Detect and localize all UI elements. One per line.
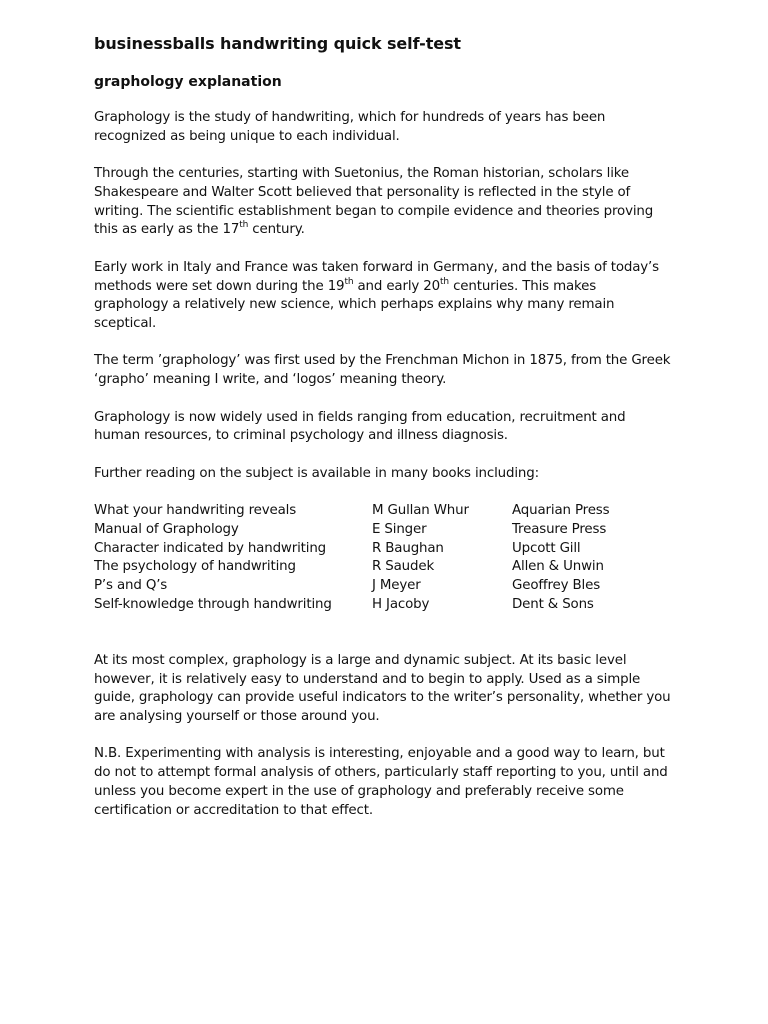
paragraph-3-text: Early work in Italy and France was taken forward in Germany, and the basis of today’s methods were set down during the 19	[94, 259, 659, 294]
document-page	[94, 34, 674, 839]
book-row	[94, 596, 674, 615]
book-author: R Baughan	[372, 540, 444, 556]
book-title: What your handwriting reveals	[94, 502, 297, 518]
paragraph-3-ordinal-suffix-1: th	[344, 276, 354, 287]
book-row	[94, 521, 674, 540]
book-publisher: Upcott Gill	[512, 540, 581, 556]
book-author: H Jacoby	[372, 596, 430, 612]
book-title: P’s and Q’s	[94, 578, 168, 594]
paragraph-2-text-end: century.	[248, 222, 305, 238]
document-title: businessballs handwriting quick self-test	[94, 34, 461, 53]
paragraph-8: N.B. Experimenting with analysis is interesting, enjoyable and a good way to learn, but do not to attempt formal analysis of others, particularly staff reporting to you, until and unless you become expert in the use of graphology and preferably receive some certification or accreditation to that effect.	[94, 746, 668, 818]
book-title: Character indicated by handwriting	[94, 540, 327, 556]
book-author: J Meyer	[372, 578, 421, 594]
book-author: E Singer	[372, 521, 427, 537]
paragraph-2-text: Through the centuries, starting with Suetonius, the Roman historian, scholars like Shakespeare and Walter Scott believed that personality is reflected in the style of writing. The scientific establishment began to compile evidence and theories proving this as early as the 17	[94, 166, 654, 238]
book-author: R Saudek	[372, 559, 435, 575]
book-author: M Gullan Whur	[372, 502, 469, 518]
paragraph-3-text-mid: and early 20	[353, 278, 441, 294]
paragraph-3-ordinal-suffix-2: th	[440, 276, 449, 287]
book-publisher: Allen & Unwin	[512, 559, 604, 575]
paragraph-5: Graphology is now widely used in fields ranging from education, recruitment and human resources, to criminal psychology and illness diagnosis.	[94, 409, 626, 444]
book-row	[94, 558, 674, 577]
book-row	[94, 540, 674, 559]
book-publisher: Treasure Press	[512, 521, 607, 537]
book-list	[94, 502, 674, 615]
book-title: Manual of Graphology	[94, 521, 239, 537]
paragraph-1: Graphology is the study of handwriting, which for hundreds of years has been recognized as being unique to each individual.	[94, 110, 606, 144]
book-publisher: Geoffrey Bles	[512, 578, 601, 594]
paragraph-3	[94, 259, 674, 334]
book-publisher: Aquarian Press	[512, 502, 610, 518]
paragraph-7: At its most complex, graphology is a large and dynamic subject. At its basic level however, it is relatively easy to understand and to begin to apply. Used as a simple guide, graphology can provide useful indicators to the writer’s personality, whether you are analysing yourself or those around you.	[94, 652, 671, 725]
paragraph-2	[94, 165, 674, 240]
book-title: The psychology of handwriting	[94, 559, 296, 575]
book-row	[94, 502, 674, 521]
paragraph-3-text-end: centuries. This makes graphology a relatively new science, which perhaps explains why many remain sceptical.	[94, 278, 615, 332]
book-row	[94, 577, 674, 596]
section-heading: graphology explanation	[94, 74, 282, 90]
paragraph-2-ordinal-suffix: th	[239, 220, 249, 231]
paragraph-6: Further reading on the subject is available in many books including:	[94, 465, 539, 481]
paragraph-4: The term ’graphology’ was first used by the Frenchman Michon in 1875, from the Greek ‘grapho’ meaning I write, and ‘logos’ meaning theory.	[94, 353, 671, 388]
book-publisher: Dent & Sons	[512, 596, 594, 612]
book-title: Self-knowledge through handwriting	[94, 596, 332, 612]
